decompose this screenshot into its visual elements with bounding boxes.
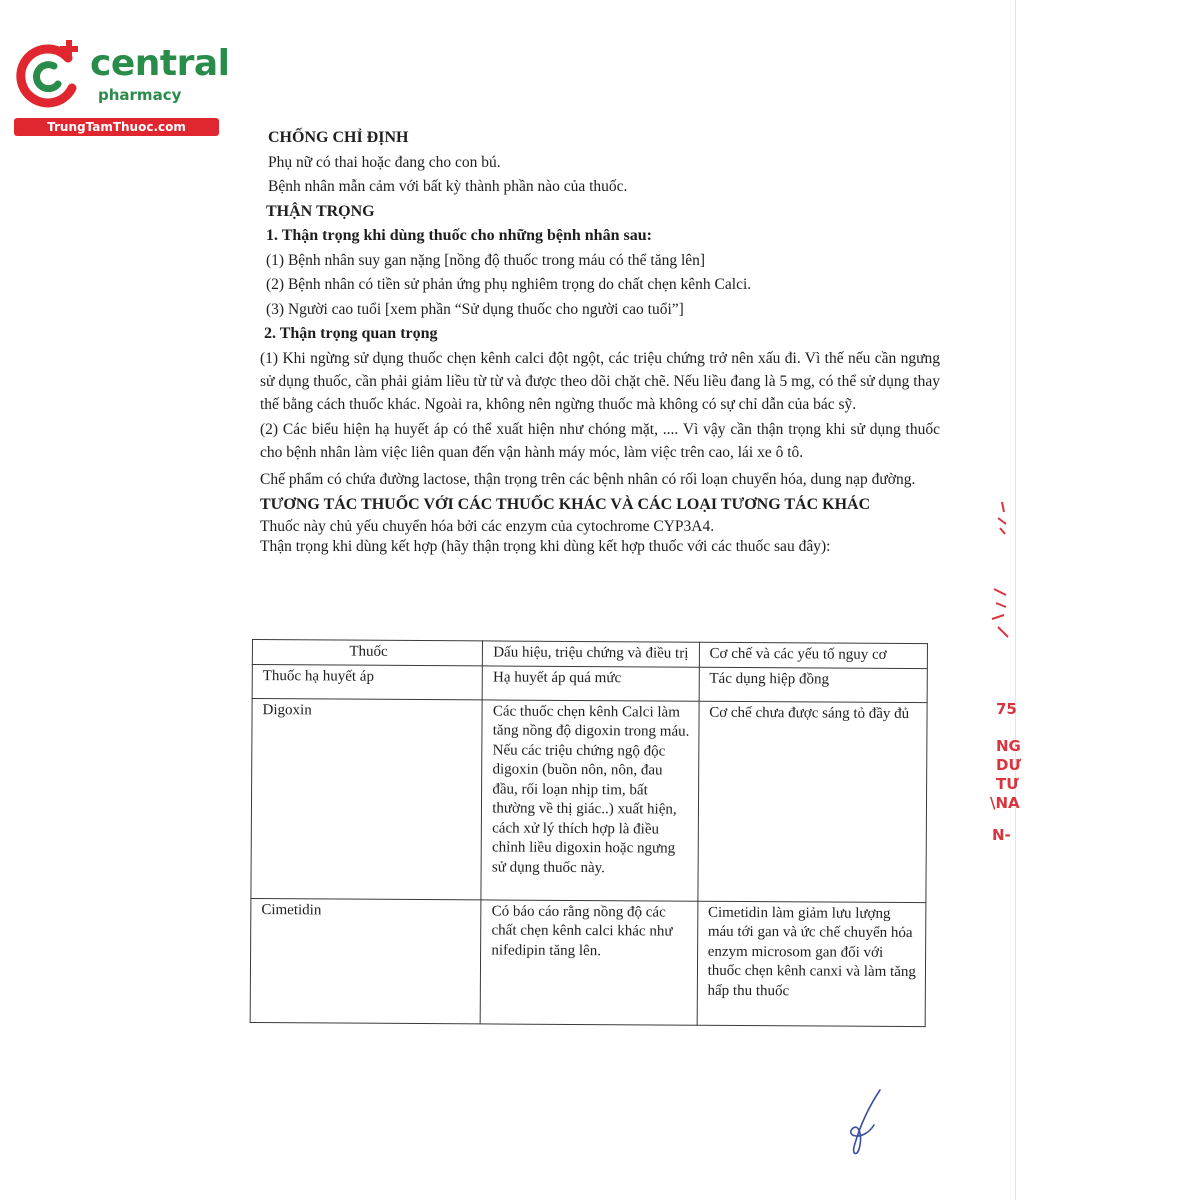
logo-brand-text: central	[90, 43, 230, 84]
lactose-paragraph: Chế phẩm có chứa đường lactose, thận trọng trên các bệnh nhân có rối loạn chuyển hóa, dung nạp đường.	[260, 470, 916, 488]
table-cell-sign: Có báo cáo rằng nồng độ các chất chẹn kênh calci khác như nifedipin tăng lên.	[480, 899, 697, 1024]
caution-subheading: 2. Thận trọng quan trọng	[264, 325, 438, 342]
central-pharmacy-logo[interactable]	[10, 36, 230, 136]
logo-sub-text: pharmacy	[98, 86, 182, 104]
pharmacy-logo-icon	[10, 36, 90, 116]
table-header-cell: Dấu hiệu, triệu chứng và điều trị	[483, 641, 699, 667]
table-cell-drug: Cimetidin	[250, 898, 481, 1023]
caution-paragraph: (2) Các biểu hiện hạ huyết áp có thể xuất hiện như chóng mặt, .... Vì vậy cần thận trọng khi sử dụng thuốc cho bệnh nhân làm việc liên quan đến vận hành máy móc, làm việc trên cao, lái xe ô tô.	[260, 420, 940, 461]
caution-heading: THẬN TRỌNG	[266, 202, 375, 220]
caution-subheading: 1. Thận trọng khi dùng thuốc cho những bệnh nhân sau:	[266, 227, 652, 244]
interaction-line: Thận trọng khi dùng kết hợp (hãy thận trọng khi dùng kết hợp thuốc với các thuốc sau đây):	[260, 538, 831, 555]
stamp-text: NG	[996, 737, 1021, 755]
table-cell-mechanism: Cimetidin làm giảm lưu lượng máu tới gan và ức chế chuyển hóa enzym microsom gan đối với thuốc chẹn kênh canxi và làm tăng hấp thu thuốc	[697, 901, 926, 1026]
table-cell-drug: Thuốc hạ huyết áp	[252, 664, 483, 699]
table-cell-drug: Digoxin	[251, 698, 483, 899]
stamp-text: 75	[996, 700, 1017, 718]
logo-site-badge[interactable]: TrungTamThuoc.com	[14, 118, 219, 136]
table-cell-mechanism: Tác dụng hiệp đồng	[699, 667, 928, 702]
contraindication-line: Phụ nữ có thai hoặc đang cho con bú.	[268, 153, 501, 171]
stamp-text: DƯ	[996, 756, 1021, 774]
interaction-line: Thuốc này chủ yếu chuyển hóa bởi các enzym của cytochrome CYP3A4.	[260, 518, 715, 535]
table-cell-sign: Các thuốc chẹn kênh Calci làm tăng nồng độ digoxin trong máu. Nếu các triệu chứng ngộ độc digoxin (buồn nôn, nôn, đau đầu, rối loạn nhịp tim, bất thường về thị giác..) xuất hiện, cách xử lý thích hợp là điều chỉnh liều digoxin hoặc ngưng sử dụng thuốc này.	[481, 699, 699, 900]
table-cell-mechanism: Cơ chế chưa được sáng tỏ đầy đủ	[698, 701, 928, 902]
table-row	[250, 898, 926, 1026]
caution-item: (3) Người cao tuổi [xem phần “Sử dụng thuốc cho người cao tuổi”]	[266, 300, 684, 318]
stamp-text: N-	[992, 826, 1011, 844]
table-cell-sign: Hạ huyết áp quá mức	[482, 665, 699, 700]
caution-item: (1) Bệnh nhân suy gan nặng [nồng độ thuốc trong máu có thể tăng lên]	[266, 251, 706, 269]
stamp-text: TƯ	[996, 775, 1019, 793]
table-row	[252, 664, 927, 702]
signature-icon	[840, 1085, 900, 1165]
stamp-fragment	[988, 498, 1008, 538]
stamp-fragment	[988, 585, 1010, 645]
interaction-heading: TƯƠNG TÁC THUỐC VỚI CÁC THUỐC KHÁC VÀ CÁC LOẠI TƯƠNG TÁC KHÁC	[260, 495, 871, 513]
stamp-mark-icon	[988, 585, 1010, 645]
table-header-cell: Thuốc	[252, 640, 482, 666]
table-header-cell: Cơ chế và các yếu tố nguy cơ	[699, 642, 927, 668]
table-row	[251, 698, 927, 902]
contraindication-heading: CHỐNG CHỈ ĐỊNH	[268, 129, 409, 146]
contraindication-line: Bệnh nhân mẫn cảm với bất kỳ thành phần nào của thuốc.	[268, 178, 628, 195]
page-edge	[1015, 0, 1016, 1200]
stamp-text: \NA	[990, 794, 1020, 812]
caution-item: (2) Bệnh nhân có tiền sử phản ứng phụ nghiêm trọng do chất chẹn kênh Calci.	[266, 276, 752, 293]
stamp-mark-icon	[988, 498, 1008, 538]
caution-paragraph: (1) Khi ngừng sử dụng thuốc chẹn kênh calci đột ngột, các triệu chứng trở nên xấu đi. Vì thế nếu cần ngưng sử dụng thuốc, cần phải giảm liều từ từ và được theo dõi chặt chẽ. Nếu liều đang là 5 mg, có thể sử dụng thay thế bằng cách thuốc khác. Ngoài ra, không nên ngừng thuốc mà không có sự chỉ dẫn của bác sỹ.	[260, 349, 940, 413]
document-body	[260, 126, 940, 557]
interaction-table	[250, 639, 928, 1027]
